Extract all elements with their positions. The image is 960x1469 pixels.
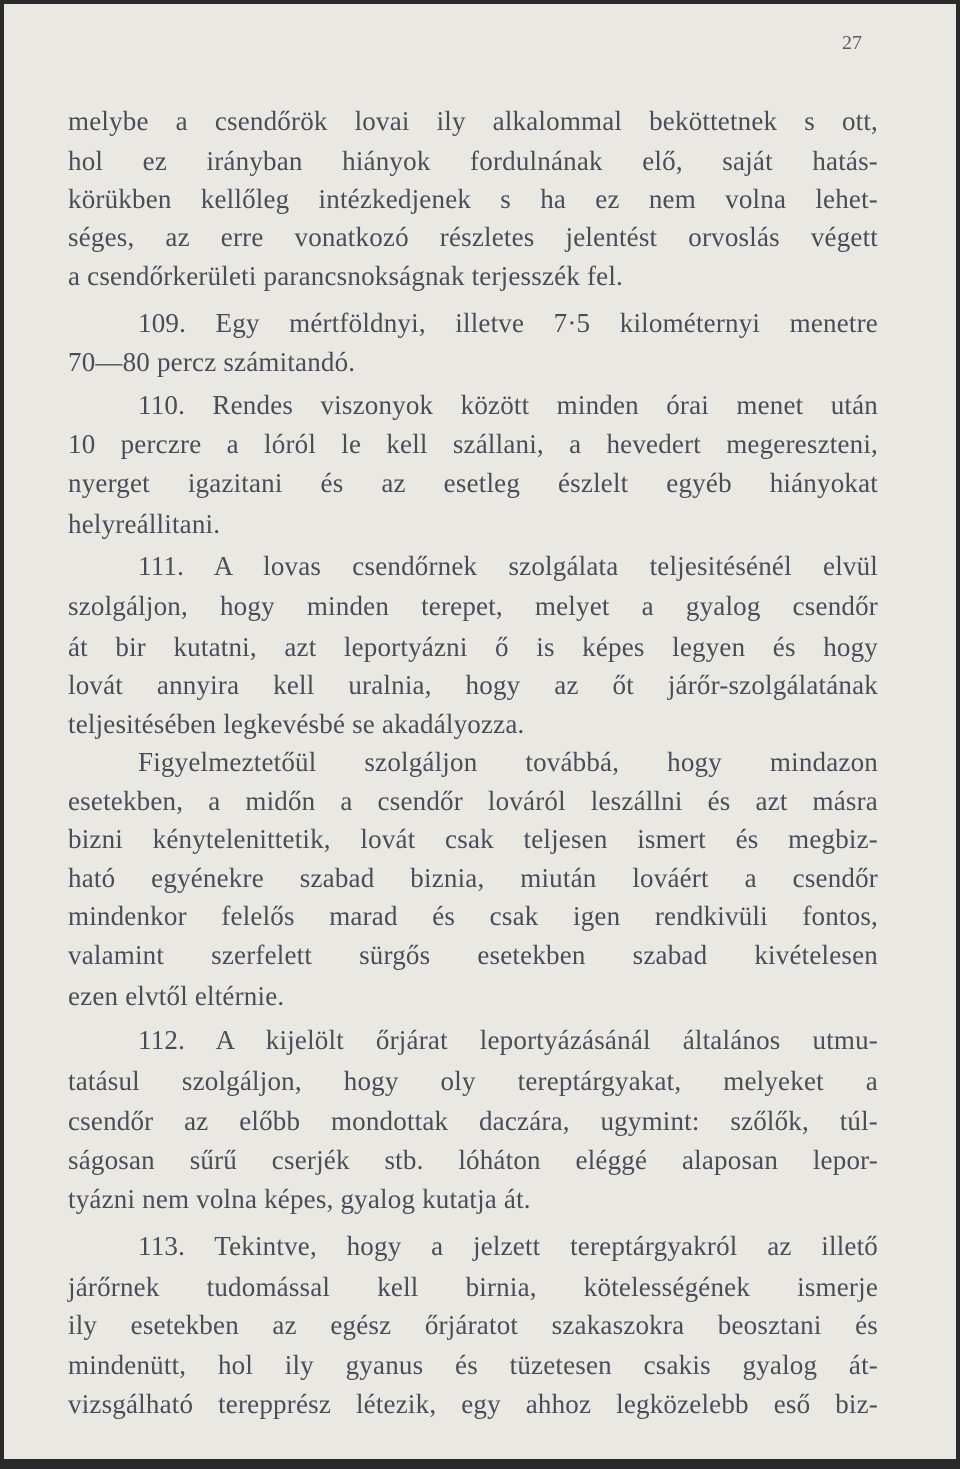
text-line: helyreállitani. [68,509,221,539]
text-line: hol ez irányban hiányok fordulnának elő, saját hatás- [68,146,878,176]
text-line: ságosan sűrű cserjék stb. lóháton eléggé alaposan lepor- [68,1145,878,1175]
text-line: nyerget igazitani és az esetleg észlelt egyéb hiányokat [68,468,878,498]
text-line: vizsgálható terepprész létezik, egy ahhoz legközelebb eső biz- [68,1389,878,1419]
text-line: ezen elvtől eltérnie. [68,981,285,1011]
text-line: a csendőrkerületi parancsnokságnak terjesszék fel. [68,261,624,291]
text-line: Figyelmeztetőül szolgáljon továbbá, hogy mindazon [138,747,878,777]
text-line: 109. Egy mértföldnyi, illetve 7·5 kilométernyi menetre [138,308,878,338]
text-line: tyázni nem volna képes, gyalog kutatja át. [68,1184,531,1214]
text-line: mindenütt, hol ily gyanus és tüzetesen csakis gyalog át- [68,1350,878,1380]
text-line: szolgáljon, hogy minden terepet, melyet a gyalog csendőr [68,591,878,621]
text-line: 111. A lovas csendőrnek szolgálata teljesitésénél elvül [138,551,878,581]
text-line: körükben kellőleg intézkedjenek s ha ez nem volna lehet- [68,184,878,214]
text-line: 110. Rendes viszonyok között minden órai menet után [138,390,878,420]
text-line: mindenkor felelős marad és csak igen rendkivüli fontos, [68,901,878,931]
text-line: melybe a csendőrök lovai ily alkalommal beköttetnek s ott, [68,106,878,136]
text-line: esetekben, a midőn a csendőr lováról leszállni és azt másra [68,786,878,816]
book-page [4,4,956,1459]
text-line: 10 perczre a lóról le kell szállani, a hevedert megereszteni, [68,429,878,459]
text-line: bizni kénytelenittetik, lovát csak teljesen ismert és megbiz- [68,824,878,854]
text-line: valamint szerfelett sürgős esetekben szabad kivételesen [68,940,878,970]
text-line: ily esetekben az egész őrjáratot szakaszokra beosztani és [68,1310,878,1340]
page-number: 27 [842,32,862,54]
text-line: át bir kutatni, azt leportyázni ő is képes legyen és hogy [68,632,878,662]
text-line: tatásul szolgáljon, hogy oly tereptárgyakat, melyeket a [68,1066,878,1096]
text-line: séges, az erre vonatkozó részletes jelentést orvoslás végett [68,222,878,252]
text-line: ható egyénekre szabad biznia, miután lováért a csendőr [68,863,878,893]
text-line: 112. A kijelölt őrjárat leportyázásánál általános utmu- [138,1025,878,1055]
text-line: teljesitésében legkevésbé se akadályozza. [68,709,525,739]
text-line: 70—80 percz számitandó. [68,347,356,377]
text-line: csendőr az előbb mondottak daczára, ugymint: szőlők, túl- [68,1106,878,1136]
text-line: járőrnek tudomással kell birnia, kötelességének ismerje [68,1272,878,1302]
text-line: 113. Tekintve, hogy a jelzett tereptárgyakról az illető [138,1231,878,1261]
text-line: lovát annyira kell uralnia, hogy az őt járőr-szolgálatának [68,670,878,700]
